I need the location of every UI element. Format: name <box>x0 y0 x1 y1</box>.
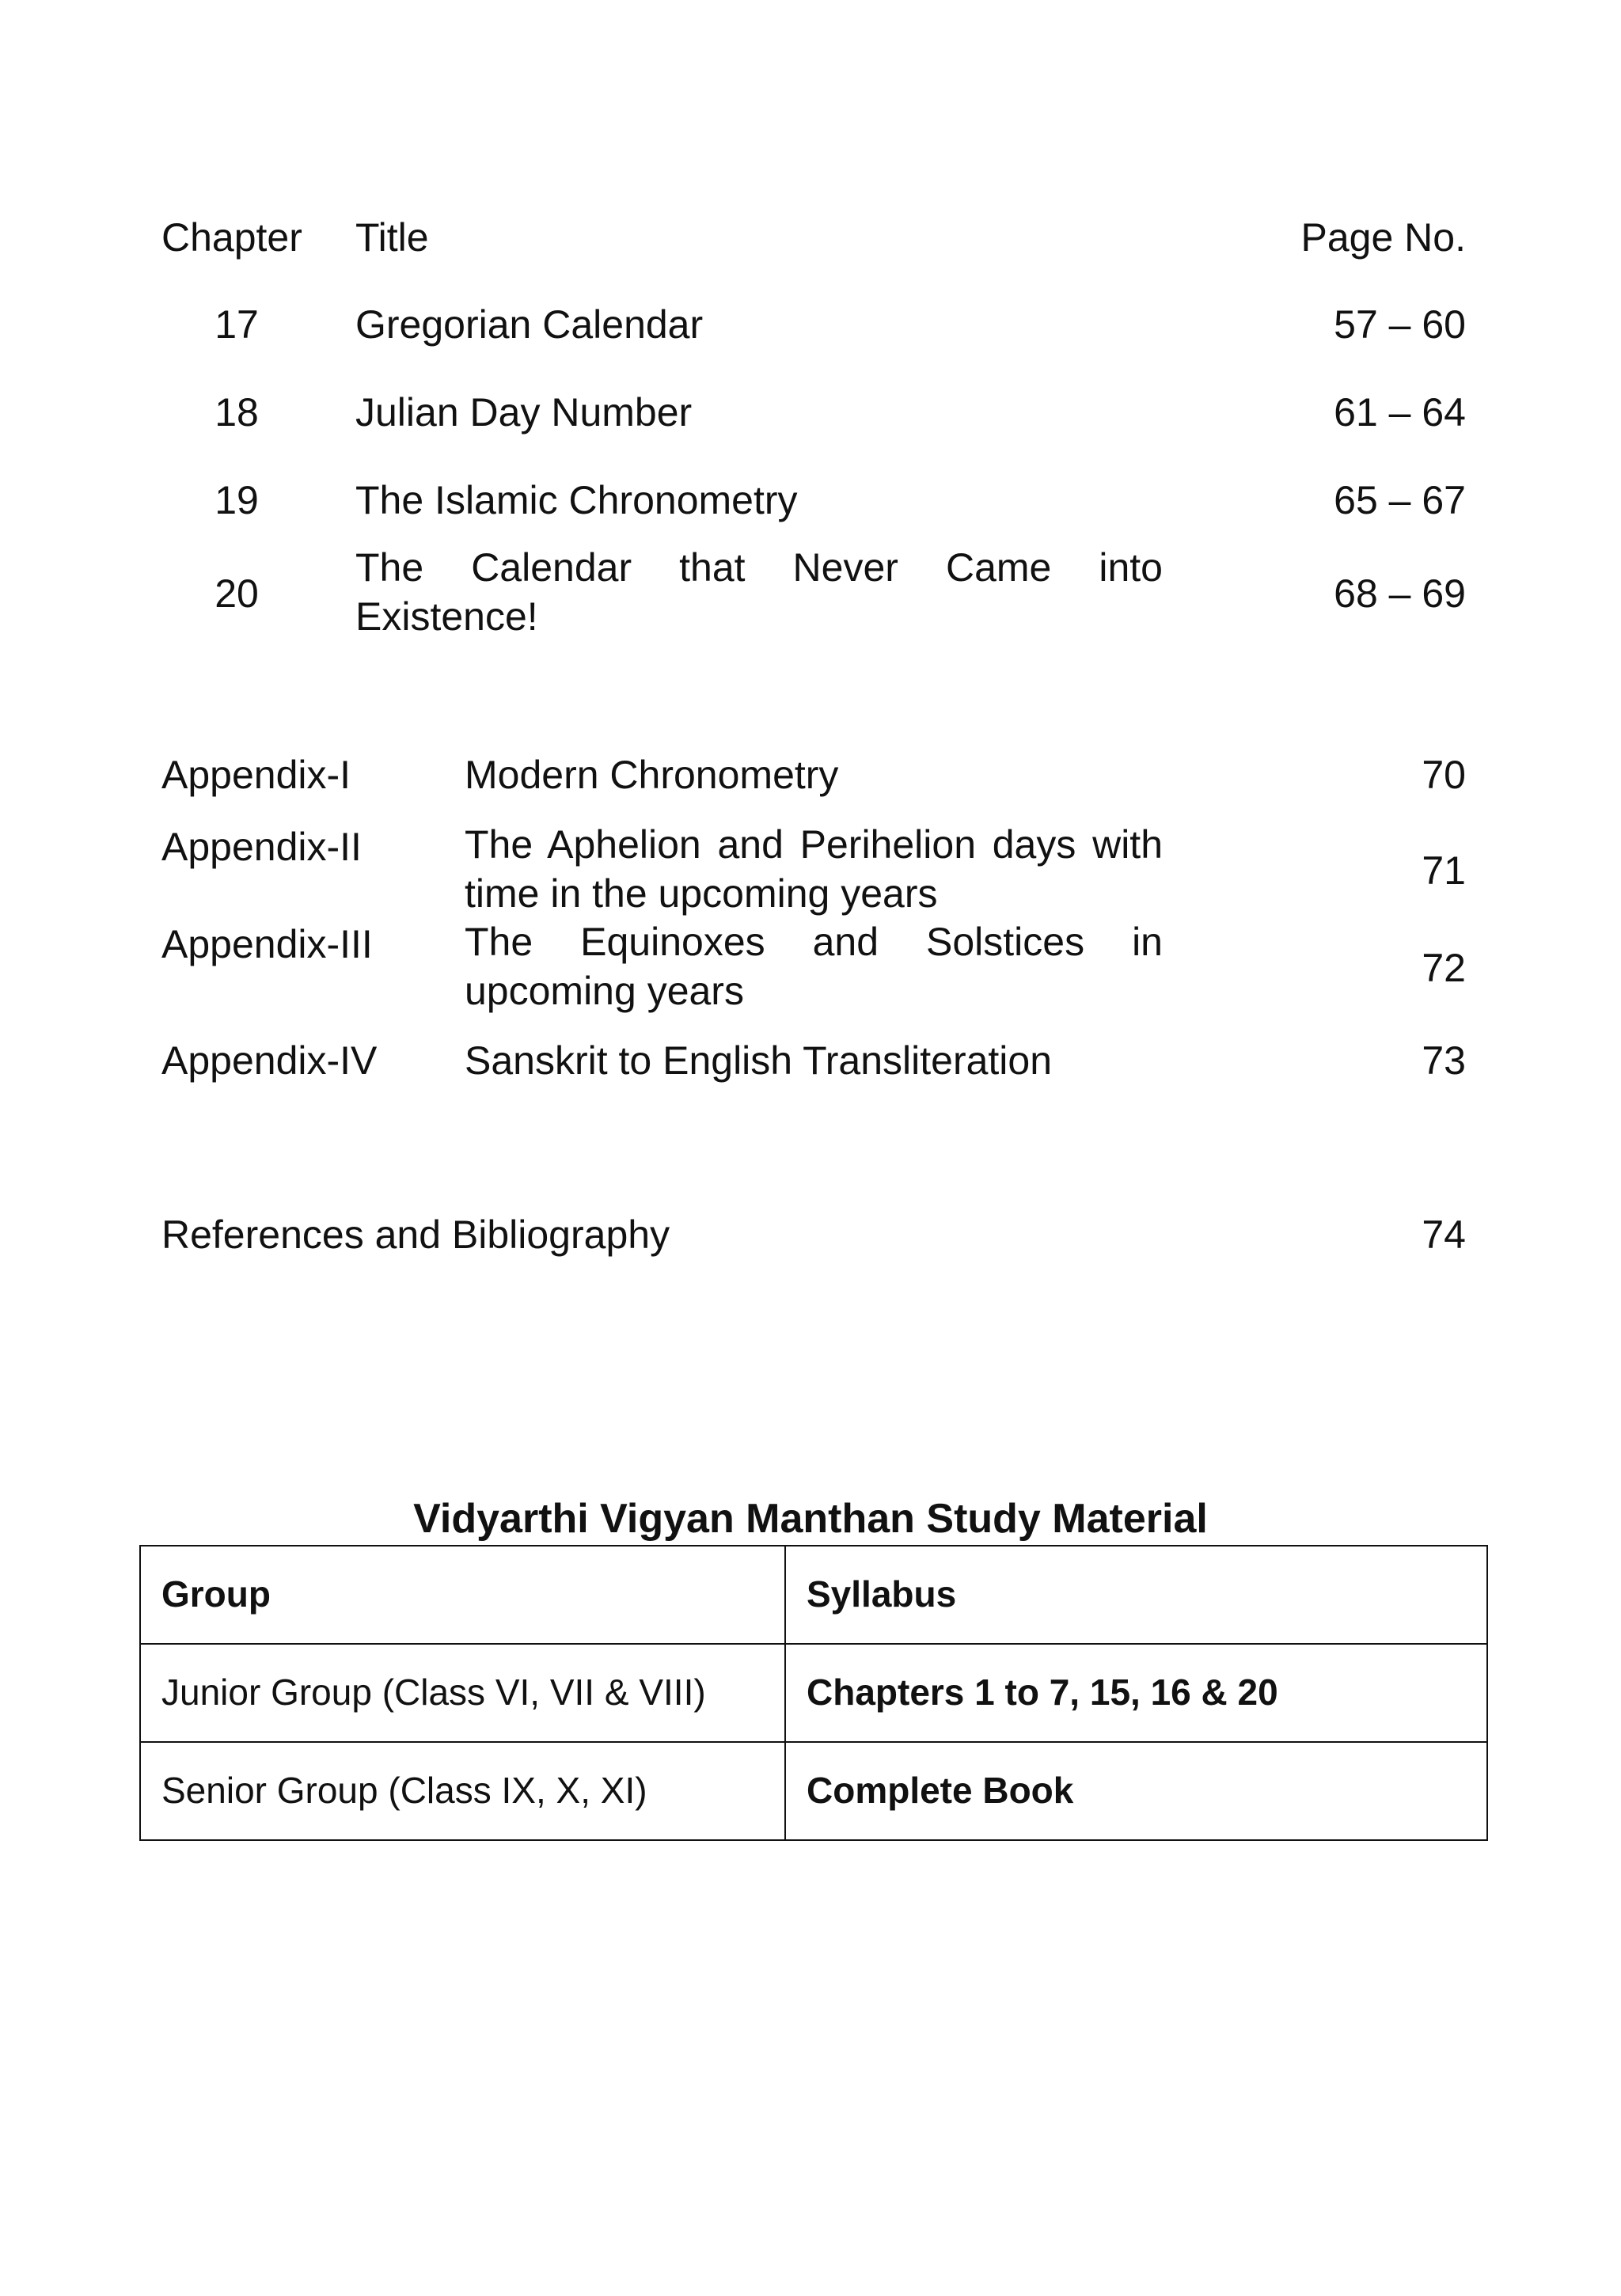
references-label: References and Bibliography <box>161 1213 670 1257</box>
appendix-page: 73 <box>1422 1038 1466 1083</box>
group-header: Group <box>140 1546 785 1644</box>
chapter-number: 20 <box>214 571 259 616</box>
syllabus-cell: Complete Book <box>785 1742 1487 1840</box>
appendix-page: 71 <box>1422 848 1466 893</box>
references-page: 74 <box>1422 1213 1466 1257</box>
group-cell: Senior Group (Class IX, X, XI) <box>140 1742 785 1840</box>
appendix-title: Sanskrit to English Transliteration <box>465 1038 1053 1083</box>
group-cell: Junior Group (Class VI, VII & VIII) <box>140 1644 785 1742</box>
appendix-title: Modern Chronometry <box>465 753 839 797</box>
appendix-label: Appendix-I <box>161 753 351 797</box>
page-column-header: Page No. <box>1300 215 1466 260</box>
chapter-number: 19 <box>214 478 259 522</box>
chapter-column-header: Chapter <box>161 215 302 260</box>
chapter-title: Gregorian Calendar <box>355 302 704 347</box>
study-material-title: Vidyarthi Vigyan Manthan Study Material <box>413 1496 1208 1542</box>
table-row <box>140 1644 1487 1742</box>
table-header-row <box>140 1546 1487 1644</box>
chapter-pages: 61 – 64 <box>1334 390 1466 435</box>
appendix-page: 72 <box>1422 946 1466 990</box>
chapter-title: The Calendar that Never Came into Existence! <box>355 545 1163 639</box>
title-column-header: Title <box>355 215 429 260</box>
chapter-number: 18 <box>214 390 259 435</box>
syllabus-header: Syllabus <box>785 1546 1487 1644</box>
appendix-title: The Aphelion and Perihelion days with time in the upcoming years <box>465 822 1163 916</box>
chapter-pages: 57 – 60 <box>1334 302 1466 347</box>
table-row <box>140 1742 1487 1840</box>
chapter-number: 17 <box>214 302 259 347</box>
appendix-page: 70 <box>1422 753 1466 797</box>
chapter-title: The Islamic Chronometry <box>355 478 798 522</box>
chapter-title: Julian Day Number <box>355 390 693 435</box>
syllabus-cell: Chapters 1 to 7, 15, 16 & 20 <box>785 1644 1487 1742</box>
appendix-label: Appendix-II <box>161 825 362 869</box>
study-material-table <box>139 1545 1488 1841</box>
chapter-pages: 68 – 69 <box>1334 571 1466 616</box>
chapter-pages: 65 – 67 <box>1334 478 1466 522</box>
appendix-label: Appendix-III <box>161 922 373 966</box>
appendix-label: Appendix-IV <box>161 1038 378 1083</box>
appendix-title: The Equinoxes and Solstices in upcoming years <box>465 920 1163 1013</box>
